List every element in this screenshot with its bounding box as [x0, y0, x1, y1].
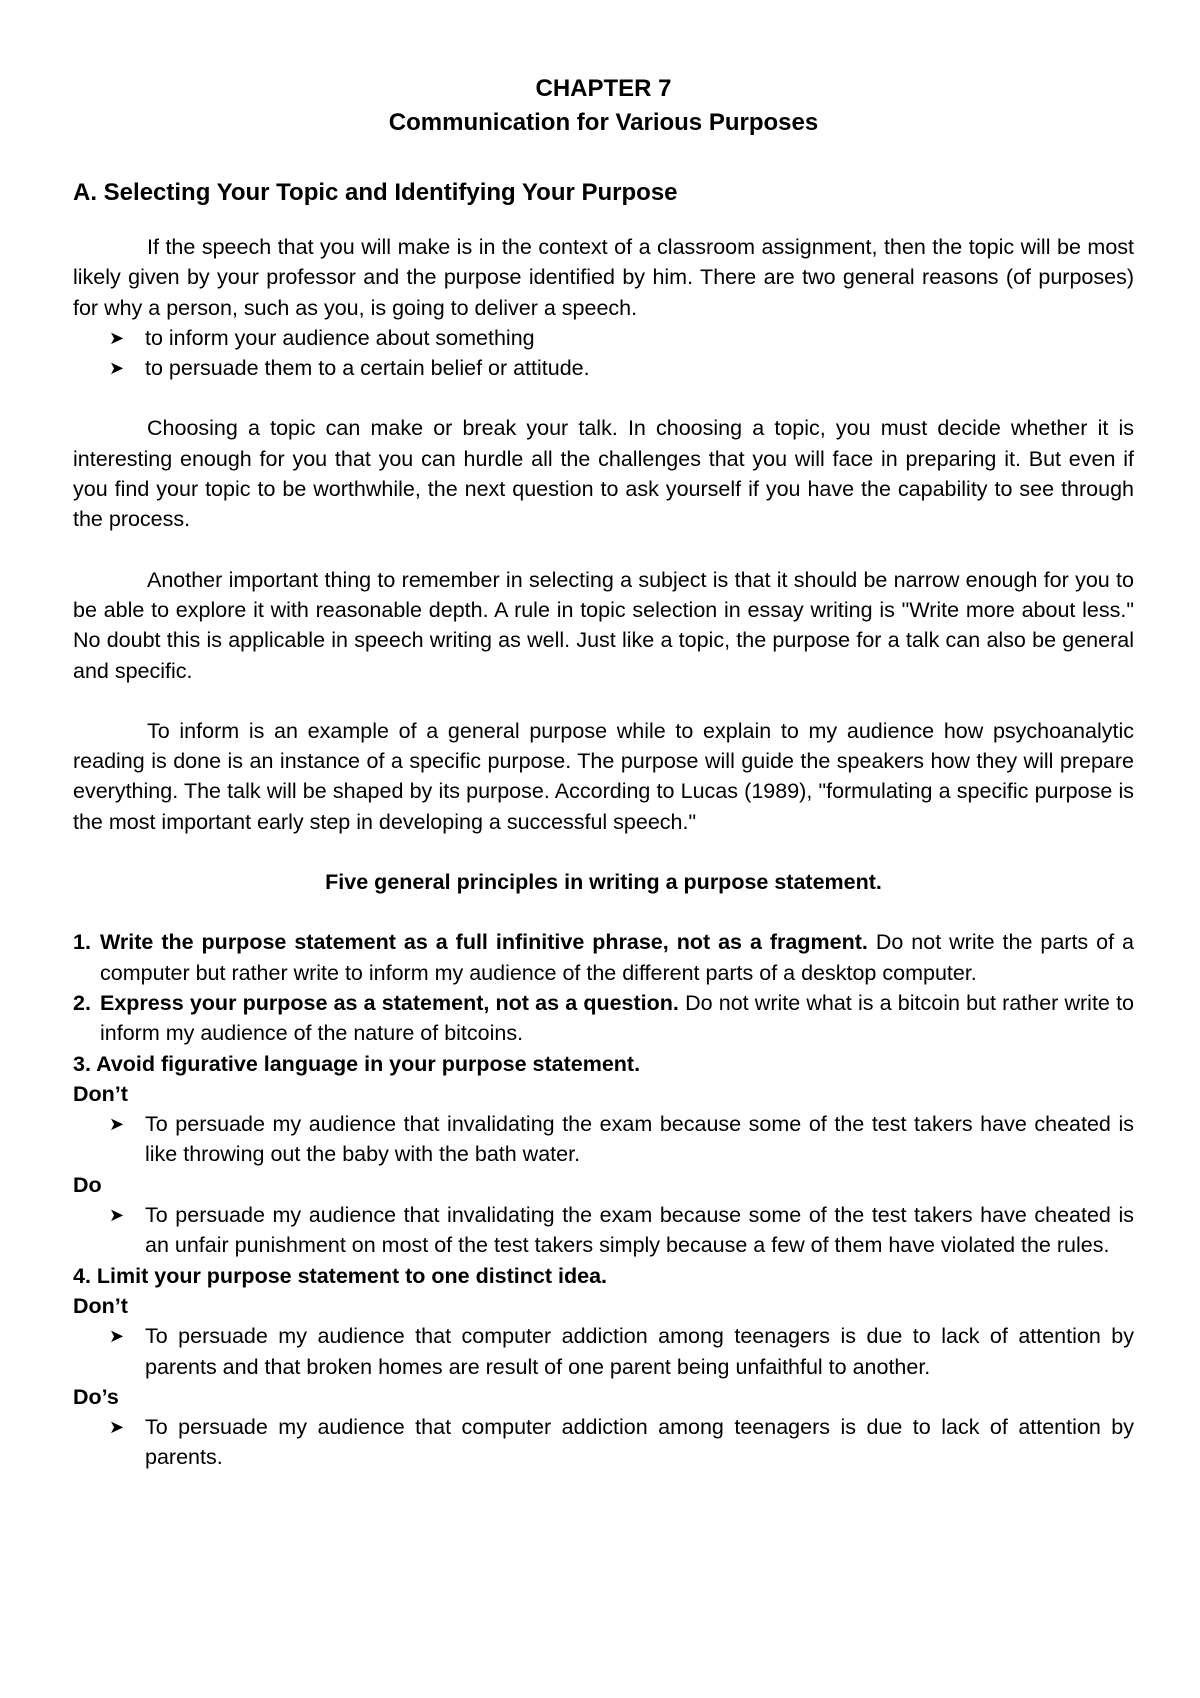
arrowhead-bullet-icon: ➤: [109, 1114, 125, 1135]
list-item-text: to inform your audience about something: [145, 325, 535, 350]
principle-heading: Write the purpose statement as a full infinitive phrase, not as a fragment.: [100, 930, 868, 955]
paragraph-intro: If the speech that you will make is in the context of a classroom assignment, then the topic will be most likely given by your professor and the purpose identified by him. There are two general reasons (of purposes) for why a person, such as you, is going to deliver a speech.: [73, 235, 1134, 320]
chapter-subtitle: Communication for Various Purposes: [388, 109, 819, 136]
paragraph-choosing-topic: Choosing a topic can make or break your talk. In choosing a topic, you must decide whether it is interesting enough for you that you can hurdle all the challenges that you will face in preparing it. But even if you find your topic to be worthwhile, the next question to ask yourself if you have the capability to see through the process.: [73, 416, 1134, 532]
principle-4-heading: 4. Limit your purpose statement to one distinct idea.: [73, 1263, 607, 1288]
principle-number: 2.: [73, 990, 91, 1015]
do-list: [73, 1412, 1134, 1473]
section-heading: A. Selecting Your Topic and Identifying Your Purpose: [73, 179, 678, 206]
list-item-text: to persuade them to a certain belief or attitude.: [145, 356, 590, 381]
dont-list: [73, 1321, 1134, 1382]
purpose-list: [73, 323, 1134, 384]
list-item: [73, 323, 1134, 353]
arrowhead-bullet-icon: ➤: [109, 1205, 125, 1226]
list-item: [73, 1200, 1134, 1261]
principle-heading: Express your purpose as a statement, not as a question.: [100, 990, 679, 1015]
list-item-text: To persuade my audience that invalidating the exam because some of the test takers have cheated is like throwing out the baby with the bath water.: [145, 1112, 1134, 1167]
chapter-title: CHAPTER 7: [535, 75, 672, 102]
list-item-text: To persuade my audience that computer addiction among teenagers is due to lack of attention by parents and that broken homes are result of one parent being unfaithful to another.: [145, 1324, 1134, 1379]
list-item: [73, 1321, 1134, 1382]
principle-text: Do not write what is a bitcoin but rather write to inform my audience of the nature of bitcoins.: [100, 990, 1134, 1046]
principle-text: Do not write the parts of a computer but rather write to inform my audience of the different parts of a desktop computer.: [100, 930, 1134, 985]
list-item-text: To persuade my audience that invalidating the exam because some of the test takers have cheated is an unfair punishment on most of the test takers simply because a few of them have violated the rules.: [145, 1203, 1134, 1258]
do-label: Do: [73, 1172, 102, 1197]
arrowhead-bullet-icon: ➤: [109, 358, 125, 379]
principle-1: [73, 927, 1134, 988]
arrowhead-bullet-icon: ➤: [109, 1417, 125, 1438]
paragraph-general-specific: To inform is an example of a general purpose while to explain to my audience how psychoanalytic reading is done is an instance of a specific purpose. The purpose will guide the speakers how they will prepare everything. The talk will be shaped by its purpose. According to Lucas (1989), "formulating a specific purpose is the most important early step in developing a successful speech.": [73, 718, 1134, 834]
list-item: [73, 1109, 1134, 1170]
dont-list: [73, 1109, 1134, 1170]
list-item: [73, 353, 1134, 383]
principle-number: 1.: [73, 930, 91, 955]
dont-label: Don’t: [73, 1081, 128, 1106]
paragraph-narrow-subject: Another important thing to remember in selecting a subject is that it should be narrow enough for you to be able to explore it with reasonable depth. A rule in topic selection in essay writing is "Write more about less." No doubt this is applicable in speech writing as well. Just like a topic, the purpose for a talk can also be general and specific.: [73, 567, 1134, 683]
dos-label: Do’s: [73, 1384, 119, 1409]
do-list: [73, 1200, 1134, 1261]
list-item: [73, 1412, 1134, 1473]
principle-2: [73, 988, 1134, 1049]
list-item-text: To persuade my audience that computer addiction among teenagers is due to lack of attention by parents.: [145, 1415, 1134, 1470]
principle-3-heading: 3. Avoid figurative language in your purpose statement.: [73, 1051, 641, 1076]
arrowhead-bullet-icon: ➤: [109, 1326, 125, 1347]
arrowhead-bullet-icon: ➤: [109, 327, 125, 348]
dont-label: Don’t: [73, 1293, 128, 1318]
principles-title: Five general principles in writing a purpose statement.: [325, 870, 882, 895]
